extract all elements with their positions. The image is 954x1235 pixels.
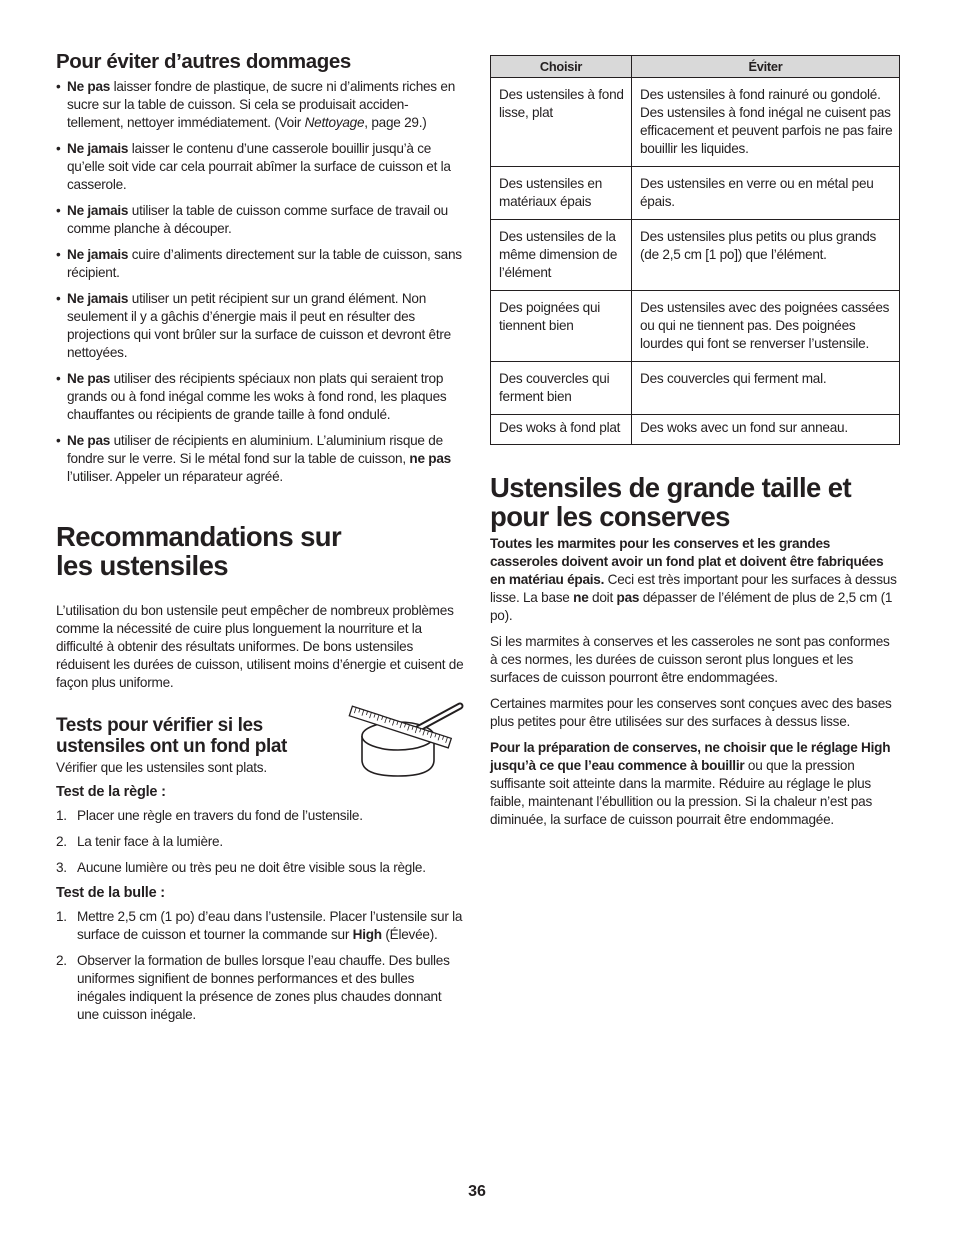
column-header: Choisir [491,56,632,78]
page-number: 36 [468,1183,486,1200]
bubble-steps [56,908,464,1024]
canning-paragraph-4: Pour la préparation de conserves, ne choisir que le réglage High jusqu’à ce que l’eau commence à bouillir ou que la pression suffisante soit atteinte dans la marmite. Réduire au réglage le plus faible, maintenant l’ébullition ou la pression. Si la chaleur n’est pas diminuée, la surface de cuisson pourrait être endommagée. [490,740,891,827]
pot-with-ruler-icon [338,698,466,780]
choose-cell: Des ustensiles de la même dimension de l’élément [491,220,632,291]
tests-intro: Vérifier que les ustensiles sont plats. [56,760,267,775]
large-cookware-heading: Ustensiles de grande taille et pour les conserves [490,472,852,532]
table-row [491,291,900,362]
list-item: 2. Observer la formation de bulles lorsque l’eau chauffe. Des bulles uniformes signifient de bonnes performances et des bulles inégales indiquent la présence de zones plus chaudes donnant une cuisson inégale. [56,953,450,1022]
table-header-row [491,56,900,78]
list-item: • Ne pas utiliser de récipients en aluminium. L’aluminium risque de fondre sur le verre. Si le métal fond sur la table de cuisson, ne pas l’utiliser. Appeler un réparateur agréé. [56,432,464,486]
list-item: 1. Placer une règle en travers du fond de l’ustensile. [56,808,363,823]
table-row [491,78,900,167]
reco-intro: L’utilisation du bon ustensile peut empêcher de nombreux problèmes comme la nécessité de cuire plus longuement la nourriture et la difficulté à obtenir des résultats uniformes. De bons ustensiles réduisent les durées de cuisson, utilisent moins d’énergie et cuisent de façon plus uniforme. [56,603,464,690]
cookware-table [490,55,900,445]
avoid-cell: Des ustensiles à fond rainuré ou gondolé. Des ustensiles à fond inégal ne cuisent pas efficacement et peuvent parfois ne pas faire bouillir les liquides. [632,78,900,167]
list-item: 1. Mettre 2,5 cm (1 po) d’eau dans l’ustensile. Placer l’ustensile sur la surface de cuisson et tourner la commande sur High (Élevée). [56,909,463,942]
bubble-test-heading: Test de la bulle : [56,885,165,901]
column-header: Éviter [632,56,900,78]
reco-heading: Recommandations sur les ustensiles [56,521,342,581]
table-row [491,167,900,220]
table-row [491,220,900,291]
list-item: • Ne pas laisser fondre de plastique, de sucre ni d’aliments riches en sucre sur la table de cuisson. Si cela se produisait acciden-tellement, nettoyer immédiatement. (Voir Nettoyage, page 29.) [56,78,464,132]
list-item: • Ne jamais utiliser la table de cuisson comme surface de travail ou comme planche à découper. [56,202,464,238]
table-row [491,415,900,445]
ruler-test-heading: Test de la règle : [56,784,166,800]
avoid-cell: Des ustensiles avec des poignées cassées ou qui ne tiennent pas. Des poignées lourdes qui font se renverser l’ustensile. [632,291,900,362]
list-item: • Ne jamais utiliser un petit récipient sur un grand élément. Non seulement il y a gâchis d’énergie mais il peut en résulter des projections qui vont brûler sur la surface de cuisson et devront être nettoyées. [56,290,464,362]
avoid-cell: Des woks avec un fond sur anneau. [632,415,900,445]
choose-cell: Des ustensiles en matériaux épais [491,167,632,220]
avoid-cell: Des couvercles qui ferment mal. [632,362,900,415]
list-item: • Ne pas utiliser des récipients spéciaux non plats qui seraient trop grands ou à fond inégal comme les woks à fond rond, les plaques chauffantes ou récipients de grande taille à fond ondulé. [56,370,464,424]
canning-paragraph-1: Toutes les marmites pour les conserves et les grandes casseroles doivent avoir un fond plat et doivent être fabriquées en matériau épais. Ceci est très important pour les surfaces à dessus lisse. La base ne doit pas dépasser de l’élément de plus de 2,5 cm (1 po). [490,536,897,623]
choose-cell: Des ustensiles à fond lisse, plat [491,78,632,167]
choose-cell: Des couvercles qui ferment bien [491,362,632,415]
canning-paragraph-3: Certaines marmites pour les conserves sont conçues avec des bases plus petites pour être utilisées sur des surfaces à dessus lisse. [490,696,892,729]
canning-paragraph-2: Si les marmites à conserves et les casseroles ne sont pas conformes à ces normes, les durées de cuisson seront plus longues et les surfaces de cuisson pourront être endommagées. [490,634,890,685]
list-item: 2. La tenir face à la lumière. [56,834,223,849]
left-column [56,50,464,1032]
choose-cell: Des poignées qui tiennent bien [491,291,632,362]
list-item: • Ne jamais laisser le contenu d’une casserole bouillir jusqu’à ce qu’elle soit vide car cela pourrait abîmer la surface de cuisson et la casserole. [56,140,464,194]
table-body [491,78,900,445]
ruler-steps [56,807,464,877]
avoid-cell: Des ustensiles plus petits ou plus grands (de 2,5 cm [1 po]) que l’élément. [632,220,900,291]
list-item: • Ne jamais cuire d’aliments directement sur la table de cuisson, sans récipient. [56,246,464,282]
avoid-cell: Des ustensiles en verre ou en métal peu épais. [632,167,900,220]
tests-heading: Tests pour vérifier si les ustensiles ont un fond plat [56,715,287,757]
damage-list [56,78,464,486]
choose-cell: Des woks à fond plat [491,415,632,445]
list-item: 3. Aucune lumière ou très peu ne doit être visible sous la règle. [56,860,426,875]
table-row [491,362,900,415]
damage-heading: Pour éviter d’autres dommages [56,50,351,73]
right-column [490,55,900,829]
